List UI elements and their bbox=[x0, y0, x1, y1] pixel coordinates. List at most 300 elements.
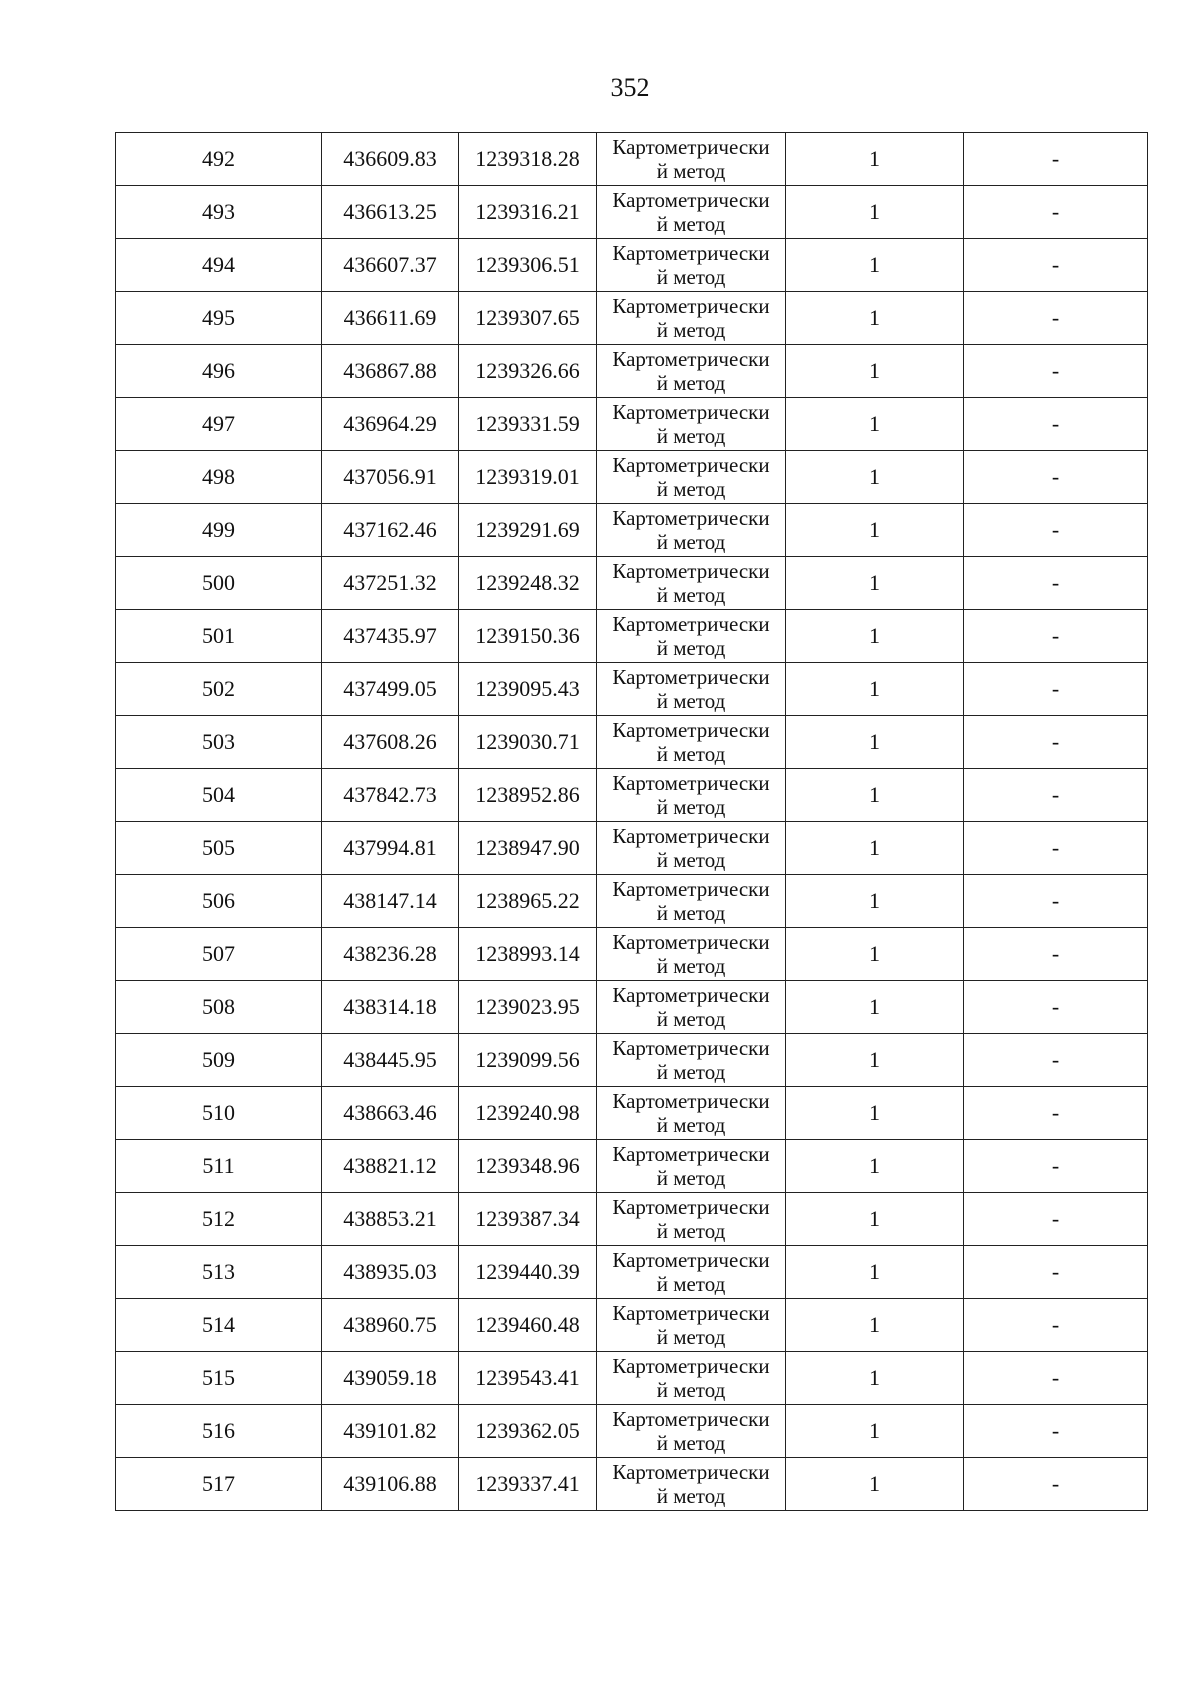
point-number-cell bbox=[116, 186, 322, 239]
note-cell bbox=[964, 557, 1148, 610]
accuracy-cell bbox=[786, 1034, 964, 1087]
y-coordinate: 1239319.01 bbox=[475, 464, 580, 489]
table-row bbox=[116, 981, 1148, 1034]
x-coordinate-cell bbox=[322, 1087, 459, 1140]
y-coordinate: 1238952.86 bbox=[475, 782, 580, 807]
method-line-1: Картометрически bbox=[612, 506, 770, 530]
y-coordinate-cell bbox=[459, 133, 597, 186]
point-number-cell bbox=[116, 875, 322, 928]
point-number-cell bbox=[116, 1458, 322, 1511]
note-cell bbox=[964, 451, 1148, 504]
accuracy-value: 1 bbox=[869, 464, 880, 489]
x-coordinate: 436609.83 bbox=[343, 146, 437, 171]
method-line-1: Картометрически bbox=[612, 1301, 770, 1325]
method-cell bbox=[597, 928, 786, 981]
note-value: - bbox=[1051, 517, 1060, 542]
note-value: - bbox=[1051, 888, 1060, 913]
page-number: 352 bbox=[610, 73, 650, 102]
y-coordinate-cell bbox=[459, 1299, 597, 1352]
x-coordinate-cell bbox=[322, 292, 459, 345]
point-number: 498 bbox=[202, 464, 235, 489]
note-cell bbox=[964, 1405, 1148, 1458]
accuracy-value: 1 bbox=[869, 888, 880, 913]
y-coordinate: 1239307.65 bbox=[475, 305, 580, 330]
x-coordinate: 438935.03 bbox=[343, 1259, 437, 1284]
method-line-2: й метод bbox=[656, 424, 726, 448]
x-coordinate-cell bbox=[322, 1140, 459, 1193]
x-coordinate: 438821.12 bbox=[343, 1153, 437, 1178]
point-number-cell bbox=[116, 1246, 322, 1299]
method-line-1: Картометрически bbox=[612, 135, 770, 159]
x-coordinate: 437842.73 bbox=[343, 782, 437, 807]
point-number-cell bbox=[116, 1140, 322, 1193]
x-coordinate: 438236.28 bbox=[343, 941, 437, 966]
accuracy-value: 1 bbox=[869, 1047, 880, 1072]
y-coordinate-cell bbox=[459, 186, 597, 239]
x-coordinate: 438147.14 bbox=[343, 888, 437, 913]
x-coordinate: 439106.88 bbox=[343, 1471, 437, 1496]
x-coordinate: 437162.46 bbox=[343, 517, 437, 542]
accuracy-cell bbox=[786, 981, 964, 1034]
x-coordinate-cell bbox=[322, 1246, 459, 1299]
accuracy-value: 1 bbox=[869, 1100, 880, 1125]
x-coordinate-cell bbox=[322, 133, 459, 186]
note-cell bbox=[964, 822, 1148, 875]
point-number-cell bbox=[116, 1087, 322, 1140]
point-number: 515 bbox=[202, 1365, 235, 1390]
method-line-1: Картометрически bbox=[612, 1036, 770, 1060]
method-cell bbox=[597, 1299, 786, 1352]
point-number: 514 bbox=[202, 1312, 235, 1337]
note-value: - bbox=[1051, 464, 1060, 489]
table-row bbox=[116, 769, 1148, 822]
note-cell bbox=[964, 928, 1148, 981]
method-line-2: й метод bbox=[656, 901, 726, 925]
y-coordinate: 1238965.22 bbox=[475, 888, 580, 913]
y-coordinate-cell bbox=[459, 451, 597, 504]
x-coordinate-cell bbox=[322, 1405, 459, 1458]
accuracy-cell bbox=[786, 769, 964, 822]
method-line-2: й метод bbox=[656, 1219, 726, 1243]
y-coordinate-cell bbox=[459, 345, 597, 398]
point-number: 510 bbox=[202, 1100, 235, 1125]
note-cell bbox=[964, 1299, 1148, 1352]
note-cell bbox=[964, 239, 1148, 292]
note-value: - bbox=[1051, 252, 1060, 277]
x-coordinate-cell bbox=[322, 981, 459, 1034]
method-line-2: й метод bbox=[656, 477, 726, 501]
point-number-cell bbox=[116, 239, 322, 292]
y-coordinate: 1239318.28 bbox=[475, 146, 580, 171]
method-line-1: Картометрически bbox=[612, 559, 770, 583]
accuracy-value: 1 bbox=[869, 1418, 880, 1443]
note-value: - bbox=[1051, 1471, 1060, 1496]
x-coordinate: 437435.97 bbox=[343, 623, 437, 648]
point-number-cell bbox=[116, 398, 322, 451]
method-cell bbox=[597, 663, 786, 716]
method-line-2: й метод bbox=[656, 1378, 726, 1402]
method-line-1: Картометрически bbox=[612, 930, 770, 954]
method-line-2: й метод bbox=[656, 318, 726, 342]
point-number: 517 bbox=[202, 1471, 235, 1496]
note-cell bbox=[964, 663, 1148, 716]
point-number: 516 bbox=[202, 1418, 235, 1443]
note-cell bbox=[964, 292, 1148, 345]
note-value: - bbox=[1051, 1153, 1060, 1178]
method-line-2: й метод bbox=[656, 212, 726, 236]
table-row bbox=[116, 1246, 1148, 1299]
point-number-cell bbox=[116, 981, 322, 1034]
method-line-2: й метод bbox=[656, 636, 726, 660]
x-coordinate-cell bbox=[322, 822, 459, 875]
method-line-2: й метод bbox=[656, 954, 726, 978]
y-coordinate-cell bbox=[459, 1405, 597, 1458]
method-line-2: й метод bbox=[656, 742, 726, 766]
point-number-cell bbox=[116, 292, 322, 345]
accuracy-cell bbox=[786, 1246, 964, 1299]
accuracy-value: 1 bbox=[869, 994, 880, 1019]
method-cell bbox=[597, 1034, 786, 1087]
note-value: - bbox=[1051, 1206, 1060, 1231]
point-number: 504 bbox=[202, 782, 235, 807]
point-number-cell bbox=[116, 822, 322, 875]
note-cell bbox=[964, 716, 1148, 769]
note-value: - bbox=[1051, 411, 1060, 436]
x-coordinate-cell bbox=[322, 1299, 459, 1352]
accuracy-cell bbox=[786, 716, 964, 769]
x-coordinate: 436867.88 bbox=[343, 358, 437, 383]
x-coordinate: 438314.18 bbox=[343, 994, 437, 1019]
note-value: - bbox=[1051, 199, 1060, 224]
x-coordinate-cell bbox=[322, 398, 459, 451]
accuracy-value: 1 bbox=[869, 782, 880, 807]
method-line-2: й метод bbox=[656, 1007, 726, 1031]
point-number: 508 bbox=[202, 994, 235, 1019]
y-coordinate-cell bbox=[459, 928, 597, 981]
x-coordinate: 437499.05 bbox=[343, 676, 437, 701]
method-line-2: й метод bbox=[656, 1166, 726, 1190]
method-line-2: й метод bbox=[656, 371, 726, 395]
x-coordinate-cell bbox=[322, 769, 459, 822]
x-coordinate: 436964.29 bbox=[343, 411, 437, 436]
method-line-1: Картометрически bbox=[612, 718, 770, 742]
x-coordinate: 439101.82 bbox=[343, 1418, 437, 1443]
note-value: - bbox=[1051, 729, 1060, 754]
accuracy-cell bbox=[786, 822, 964, 875]
point-number-cell bbox=[116, 451, 322, 504]
accuracy-value: 1 bbox=[869, 1153, 880, 1178]
note-cell bbox=[964, 398, 1148, 451]
note-value: - bbox=[1051, 1312, 1060, 1337]
accuracy-cell bbox=[786, 186, 964, 239]
point-number-cell bbox=[116, 663, 322, 716]
method-line-1: Картометрически bbox=[612, 824, 770, 848]
x-coordinate-cell bbox=[322, 239, 459, 292]
y-coordinate: 1239460.48 bbox=[475, 1312, 580, 1337]
y-coordinate: 1239291.69 bbox=[475, 517, 580, 542]
note-cell bbox=[964, 345, 1148, 398]
point-number-cell bbox=[116, 769, 322, 822]
y-coordinate: 1239150.36 bbox=[475, 623, 580, 648]
x-coordinate-cell bbox=[322, 345, 459, 398]
accuracy-cell bbox=[786, 875, 964, 928]
y-coordinate: 1239095.43 bbox=[475, 676, 580, 701]
y-coordinate-cell bbox=[459, 1087, 597, 1140]
y-coordinate: 1239248.32 bbox=[475, 570, 580, 595]
accuracy-value: 1 bbox=[869, 570, 880, 595]
y-coordinate-cell bbox=[459, 292, 597, 345]
table-row bbox=[116, 451, 1148, 504]
method-line-2: й метод bbox=[656, 1431, 726, 1455]
point-number: 507 bbox=[202, 941, 235, 966]
method-cell bbox=[597, 1140, 786, 1193]
table-row bbox=[116, 716, 1148, 769]
x-coordinate: 437994.81 bbox=[343, 835, 437, 860]
method-line-2: й метод bbox=[656, 1272, 726, 1296]
accuracy-value: 1 bbox=[869, 305, 880, 330]
method-cell bbox=[597, 239, 786, 292]
x-coordinate: 437251.32 bbox=[343, 570, 437, 595]
accuracy-cell bbox=[786, 504, 964, 557]
accuracy-cell bbox=[786, 451, 964, 504]
x-coordinate: 438853.21 bbox=[343, 1206, 437, 1231]
method-cell bbox=[597, 345, 786, 398]
point-number: 513 bbox=[202, 1259, 235, 1284]
note-value: - bbox=[1051, 1100, 1060, 1125]
point-number: 502 bbox=[202, 676, 235, 701]
note-cell bbox=[964, 1458, 1148, 1511]
note-cell bbox=[964, 1087, 1148, 1140]
point-number: 494 bbox=[202, 252, 235, 277]
table-row bbox=[116, 1352, 1148, 1405]
x-coordinate: 439059.18 bbox=[343, 1365, 437, 1390]
method-cell bbox=[597, 292, 786, 345]
method-cell bbox=[597, 981, 786, 1034]
y-coordinate: 1239326.66 bbox=[475, 358, 580, 383]
method-line-1: Картометрически bbox=[612, 877, 770, 901]
method-cell bbox=[597, 716, 786, 769]
accuracy-value: 1 bbox=[869, 146, 880, 171]
method-line-1: Картометрически bbox=[612, 453, 770, 477]
table-row bbox=[116, 663, 1148, 716]
method-line-1: Картометрически bbox=[612, 771, 770, 795]
method-line-2: й метод bbox=[656, 583, 726, 607]
y-coordinate-cell bbox=[459, 1246, 597, 1299]
point-number: 499 bbox=[202, 517, 235, 542]
method-line-1: Картометрически bbox=[612, 983, 770, 1007]
x-coordinate-cell bbox=[322, 186, 459, 239]
table-row bbox=[116, 504, 1148, 557]
note-value: - bbox=[1051, 782, 1060, 807]
point-number-cell bbox=[116, 1405, 322, 1458]
y-coordinate: 1239316.21 bbox=[475, 199, 580, 224]
method-line-1: Картометрически bbox=[612, 1089, 770, 1113]
accuracy-cell bbox=[786, 239, 964, 292]
method-line-2: й метод bbox=[656, 159, 726, 183]
method-cell bbox=[597, 1193, 786, 1246]
accuracy-cell bbox=[786, 1140, 964, 1193]
method-line-1: Картометрически bbox=[612, 1195, 770, 1219]
method-line-2: й метод bbox=[656, 795, 726, 819]
point-number-cell bbox=[116, 1352, 322, 1405]
method-line-1: Картометрически bbox=[612, 612, 770, 636]
point-number: 505 bbox=[202, 835, 235, 860]
accuracy-value: 1 bbox=[869, 676, 880, 701]
point-number-cell bbox=[116, 345, 322, 398]
y-coordinate-cell bbox=[459, 610, 597, 663]
method-line-1: Картометрически bbox=[612, 1142, 770, 1166]
note-cell bbox=[964, 1352, 1148, 1405]
note-cell bbox=[964, 504, 1148, 557]
accuracy-cell bbox=[786, 292, 964, 345]
method-line-1: Картометрически bbox=[612, 1248, 770, 1272]
note-cell bbox=[964, 1246, 1148, 1299]
method-line-2: й метод bbox=[656, 1060, 726, 1084]
coordinates-table bbox=[115, 132, 1148, 1511]
note-value: - bbox=[1051, 570, 1060, 595]
y-coordinate: 1239387.34 bbox=[475, 1206, 580, 1231]
x-coordinate: 438445.95 bbox=[343, 1047, 437, 1072]
y-coordinate-cell bbox=[459, 1352, 597, 1405]
note-value: - bbox=[1051, 623, 1060, 648]
accuracy-value: 1 bbox=[869, 623, 880, 648]
note-cell bbox=[964, 875, 1148, 928]
y-coordinate: 1239337.41 bbox=[475, 1471, 580, 1496]
accuracy-value: 1 bbox=[869, 835, 880, 860]
method-line-1: Картометрически bbox=[612, 347, 770, 371]
point-number: 495 bbox=[202, 305, 235, 330]
y-coordinate-cell bbox=[459, 769, 597, 822]
accuracy-value: 1 bbox=[869, 1312, 880, 1337]
x-coordinate-cell bbox=[322, 928, 459, 981]
method-line-1: Картометрически bbox=[612, 1354, 770, 1378]
point-number-cell bbox=[116, 133, 322, 186]
point-number-cell bbox=[116, 928, 322, 981]
y-coordinate: 1239030.71 bbox=[475, 729, 580, 754]
y-coordinate: 1238993.14 bbox=[475, 941, 580, 966]
method-line-2: й метод bbox=[656, 530, 726, 554]
note-cell bbox=[964, 1034, 1148, 1087]
method-line-1: Картометрически bbox=[612, 665, 770, 689]
y-coordinate: 1239362.05 bbox=[475, 1418, 580, 1443]
point-number: 509 bbox=[202, 1047, 235, 1072]
x-coordinate-cell bbox=[322, 716, 459, 769]
point-number-cell bbox=[116, 557, 322, 610]
method-cell bbox=[597, 504, 786, 557]
accuracy-cell bbox=[786, 610, 964, 663]
point-number: 501 bbox=[202, 623, 235, 648]
y-coordinate-cell bbox=[459, 716, 597, 769]
method-cell bbox=[597, 557, 786, 610]
table-row bbox=[116, 557, 1148, 610]
point-number-cell bbox=[116, 504, 322, 557]
accuracy-value: 1 bbox=[869, 358, 880, 383]
point-number-cell bbox=[116, 716, 322, 769]
note-cell bbox=[964, 610, 1148, 663]
accuracy-cell bbox=[786, 345, 964, 398]
y-coordinate-cell bbox=[459, 557, 597, 610]
note-cell bbox=[964, 133, 1148, 186]
point-number: 503 bbox=[202, 729, 235, 754]
note-value: - bbox=[1051, 994, 1060, 1019]
table-row bbox=[116, 292, 1148, 345]
accuracy-cell bbox=[786, 1299, 964, 1352]
y-coordinate-cell bbox=[459, 1193, 597, 1246]
x-coordinate-cell bbox=[322, 1034, 459, 1087]
y-coordinate: 1239543.41 bbox=[475, 1365, 580, 1390]
y-coordinate-cell bbox=[459, 663, 597, 716]
accuracy-value: 1 bbox=[869, 1471, 880, 1496]
point-number-cell bbox=[116, 610, 322, 663]
method-line-2: й метод bbox=[656, 689, 726, 713]
point-number-cell bbox=[116, 1193, 322, 1246]
note-cell bbox=[964, 1140, 1148, 1193]
x-coordinate-cell bbox=[322, 451, 459, 504]
note-value: - bbox=[1051, 676, 1060, 701]
accuracy-value: 1 bbox=[869, 941, 880, 966]
accuracy-value: 1 bbox=[869, 1365, 880, 1390]
method-line-1: Картометрически bbox=[612, 400, 770, 424]
y-coordinate: 1239348.96 bbox=[475, 1153, 580, 1178]
accuracy-cell bbox=[786, 398, 964, 451]
table-row bbox=[116, 822, 1148, 875]
x-coordinate: 438960.75 bbox=[343, 1312, 437, 1337]
y-coordinate-cell bbox=[459, 1140, 597, 1193]
table-row bbox=[116, 239, 1148, 292]
note-cell bbox=[964, 1193, 1148, 1246]
accuracy-cell bbox=[786, 133, 964, 186]
method-line-1: Картометрически bbox=[612, 1407, 770, 1431]
method-line-1: Картометрически bbox=[612, 1460, 770, 1484]
y-coordinate-cell bbox=[459, 239, 597, 292]
note-value: - bbox=[1051, 1418, 1060, 1443]
y-coordinate: 1239240.98 bbox=[475, 1100, 580, 1125]
y-coordinate-cell bbox=[459, 875, 597, 928]
point-number: 496 bbox=[202, 358, 235, 383]
x-coordinate-cell bbox=[322, 504, 459, 557]
accuracy-cell bbox=[786, 663, 964, 716]
y-coordinate: 1239306.51 bbox=[475, 252, 580, 277]
y-coordinate-cell bbox=[459, 822, 597, 875]
table-row bbox=[116, 1087, 1148, 1140]
note-value: - bbox=[1051, 1259, 1060, 1284]
x-coordinate: 437056.91 bbox=[343, 464, 437, 489]
point-number: 511 bbox=[202, 1153, 235, 1178]
table-row bbox=[116, 1193, 1148, 1246]
table-row bbox=[116, 1458, 1148, 1511]
y-coordinate: 1239440.39 bbox=[475, 1259, 580, 1284]
accuracy-cell bbox=[786, 1087, 964, 1140]
x-coordinate: 436611.69 bbox=[343, 305, 437, 330]
accuracy-cell bbox=[786, 1352, 964, 1405]
x-coordinate: 436607.37 bbox=[343, 252, 437, 277]
y-coordinate-cell bbox=[459, 981, 597, 1034]
method-line-1: Картометрически bbox=[612, 188, 770, 212]
method-cell bbox=[597, 398, 786, 451]
method-cell bbox=[597, 451, 786, 504]
accuracy-value: 1 bbox=[869, 411, 880, 436]
note-cell bbox=[964, 981, 1148, 1034]
accuracy-cell bbox=[786, 1405, 964, 1458]
method-cell bbox=[597, 875, 786, 928]
note-value: - bbox=[1051, 835, 1060, 860]
note-value: - bbox=[1051, 305, 1060, 330]
x-coordinate: 437608.26 bbox=[343, 729, 437, 754]
x-coordinate: 438663.46 bbox=[343, 1100, 437, 1125]
table-row bbox=[116, 875, 1148, 928]
point-number: 493 bbox=[202, 199, 235, 224]
table-row bbox=[116, 133, 1148, 186]
